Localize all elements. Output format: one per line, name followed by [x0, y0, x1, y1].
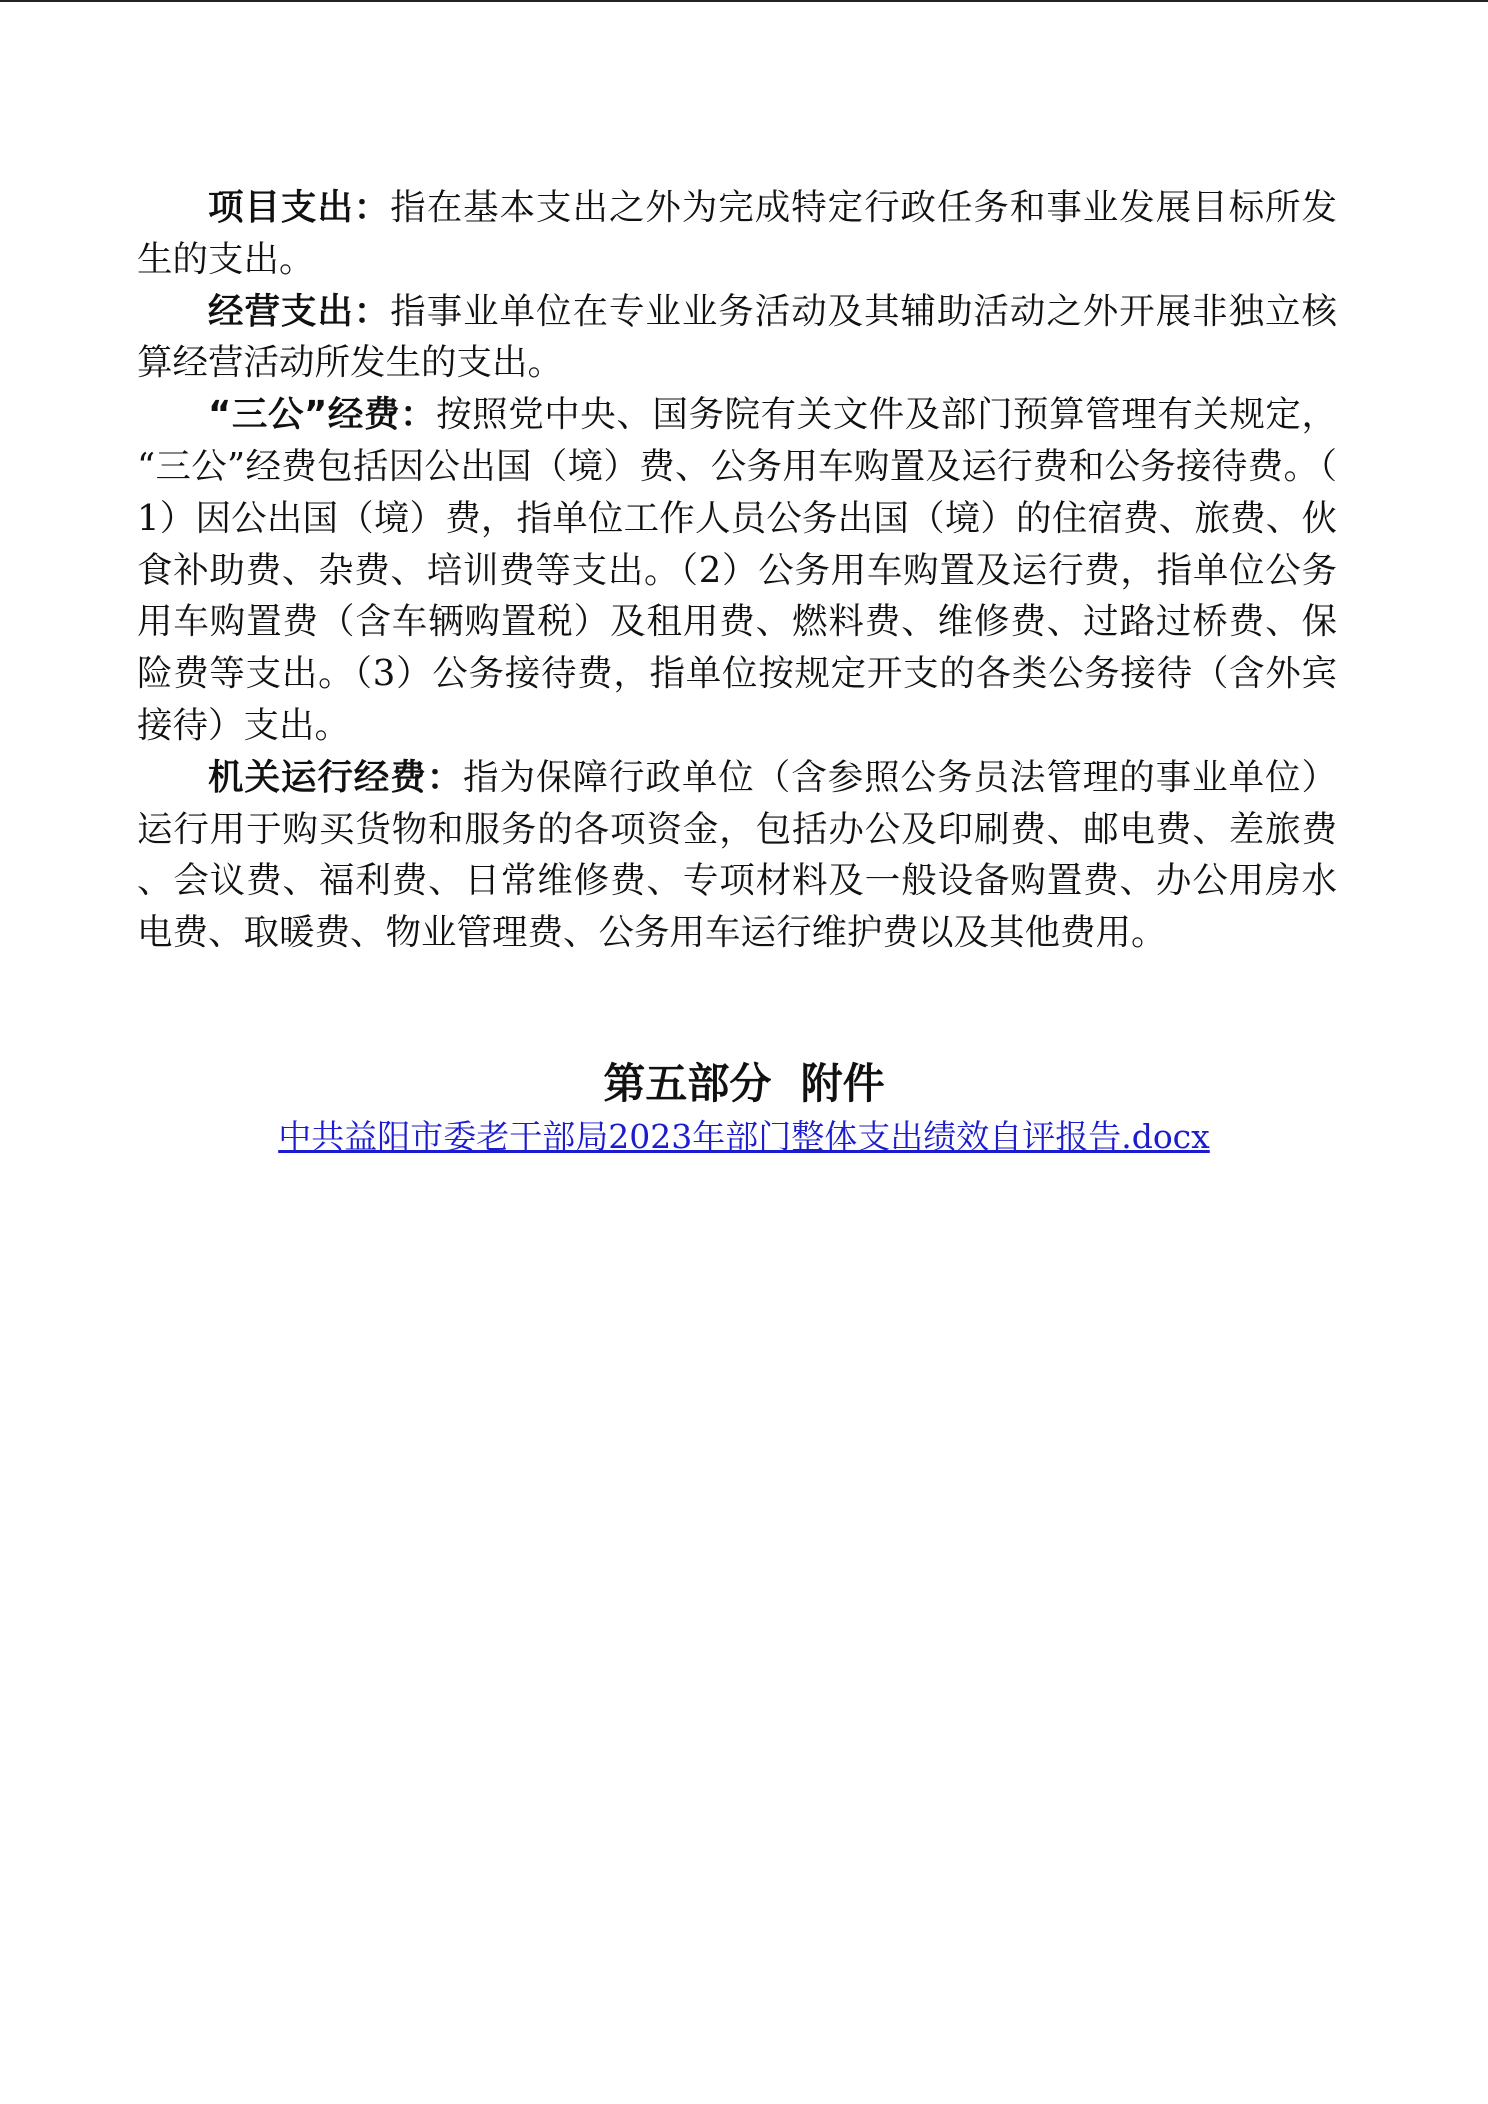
term-project-expenditure: 项目支出：	[208, 187, 391, 228]
term-operating-expenditure: 经营支出：	[208, 290, 391, 332]
paragraph-three-public-expenses	[137, 389, 1337, 752]
paragraph-operating-expenditure	[137, 286, 1337, 390]
paragraph-agency-operating-funds	[137, 752, 1337, 959]
definition-agency-operating-funds: 指为保障行政单位（含参照公务员法管理的事业单位）运行用于购买货物和服务的各项资金，包括办公及印刷费、邮电费、差旅费、会议费、福利费、日常维修费、专项材料及一般设备购置费、办公用房水电费、取暖费、物业管理费、公务用车运行维护费以及其他费用。	[137, 756, 1337, 954]
section-title: 第五部分 附件	[603, 1059, 885, 1108]
definition-operating-expenditure: 指事业单位在专业业务活动及其辅助活动之外开展非独立核算经营活动所发生的支出。	[137, 290, 1337, 384]
term-agency-operating-funds: 机关运行经费：	[208, 756, 464, 798]
term-three-public-expenses: “三公”经费：	[208, 394, 437, 436]
attachment-link[interactable]: 中共益阳市委老干部局2023年部门整体支出绩效自评报告.docx	[278, 1117, 1210, 1156]
attachment-container	[0, 1114, 1488, 1160]
paragraph-project-expenditure	[137, 182, 1337, 286]
definitions-body	[137, 182, 1337, 959]
definition-project-expenditure: 指在基本支出之外为完成特定行政任务和事业发展目标所发生的支出。	[137, 187, 1337, 280]
definition-three-public-expenses: 按照党中央、国务院有关文件及部门预算管理有关规定，“三公”经费包括因公出国（境）费、公务用车购置及运行费和公务接待费。（1）因公出国（境）费，指单位工作人员公务出国（境）的住宿费、旅费、伙食补助费、杂费、培训费等支出。（2）公务用车购置及运行费，指单位公务用车购置费（含车辆购置税）及租用费、燃料费、维修费、过路过桥费、保险费等支出。（3）公务接待费，指单位按规定开支的各类公务接待（含外宾接待）支出。	[137, 394, 1337, 746]
